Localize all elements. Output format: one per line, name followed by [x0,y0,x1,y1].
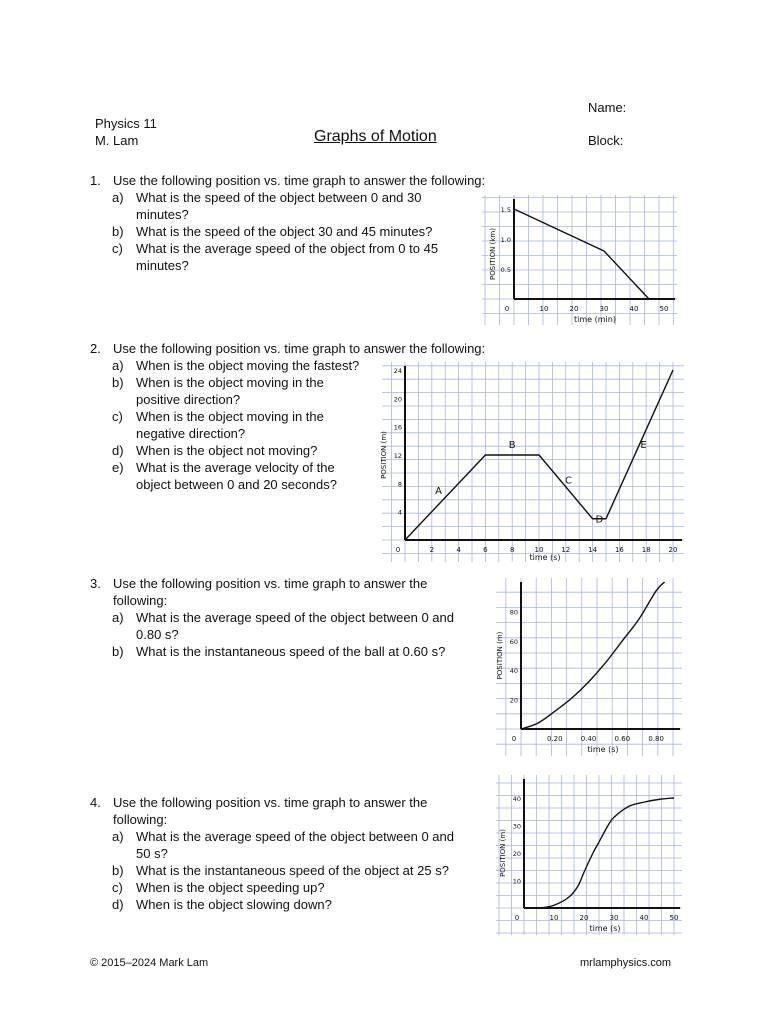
question-part-line: What is the average speed of the object from 0 to 45 [136,241,439,256]
x-tick-label: 0.20 [546,735,563,743]
question-part [112,408,359,442]
question-part [112,189,438,223]
segment-label: C [564,475,572,487]
footer-copyright: © 2015–2024 Mark Lam [90,957,209,969]
y-tick-label: 4 [397,508,402,517]
question-number: 2. [90,341,101,356]
x-tick-label: 14 [588,546,598,554]
question-parts [112,189,438,274]
question-stem-line: Use the following position vs. time graph to answer the [113,576,428,591]
question-part [112,896,454,913]
x-tick-label: 30 [599,305,609,313]
block-label: Block: [588,133,624,148]
series-line [521,582,665,729]
x-tick-label: 18 [641,546,651,554]
question-part-line: When is the object speeding up? [136,880,325,895]
y-axis-label: POSITION (m) [499,829,507,877]
question-part-line: What is the instantaneous speed of the ball at 0.60 s? [136,644,446,659]
y-axis-label: POSITION (m) [496,631,504,680]
y-tick-label: 40 [509,667,518,676]
question-number: 3. [90,576,101,591]
segment-label: A [435,485,442,497]
question-part-label: b) [112,375,124,390]
y-tick-label: 1.5 [500,206,511,214]
y-tick-label: 20 [512,850,521,858]
x-tick-label: 40 [629,305,639,313]
graph-1-svg [482,195,677,325]
y-axis-label: POSITION (km) [489,228,497,280]
y-tick-label: 12 [393,452,402,460]
x-axis-label: time (s) [589,924,621,933]
question-part-label: d) [112,443,124,458]
segment-label: B [508,439,516,451]
x-tick-label: 50 [659,305,669,313]
name-label: Name: [588,100,627,115]
question-part-line: When is the object slowing down? [136,897,332,912]
question-part [112,442,359,459]
question-part-label: a) [112,358,124,373]
question-part-label: d) [112,897,124,912]
segment-label: E [640,439,647,451]
question-part-line: minutes? [136,258,189,273]
question-stem-line: following: [113,593,168,608]
x-tick-label: 0 [514,914,520,922]
question-number: 1. [90,173,101,188]
question-part-line: When is the object moving in the [136,375,324,390]
x-tick-label: 0 [504,305,510,313]
question-stem-line: Use the following position vs. time graph to answer the following: [113,173,486,188]
y-tick-label: 10 [512,877,521,886]
question-part-line: positive direction? [136,392,241,407]
question-part-line: What is the instantaneous speed of the object at 25 s? [136,863,449,878]
question-part-label: b) [112,644,124,659]
y-tick-label: 8 [397,480,402,489]
course-name: Physics 11 [95,116,157,131]
question-part [112,609,454,643]
question-part-line: What is the average speed of the object between 0 and [136,610,454,625]
y-tick-label: 40 [512,795,521,803]
question-parts [112,828,454,913]
question-part [112,223,438,240]
question-parts [112,609,454,660]
x-tick-label: 40 [639,914,649,922]
y-tick-label: 60 [509,637,518,646]
x-tick-label: 20 [569,305,579,313]
question-part-line: What is the average speed of the object between 0 and [136,829,454,844]
question-part-line: When is the object moving the fastest? [136,358,360,373]
question-part-label: e) [112,460,124,475]
question-part-label: b) [112,863,124,878]
x-tick-label: 20 [579,914,589,922]
question-part [112,240,438,274]
question-part-label: a) [112,829,124,844]
y-tick-label: 20 [509,696,518,705]
x-tick-label: 30 [609,914,619,922]
question-part-line: What is the average velocity of the [136,460,335,475]
x-tick-label: 10 [534,546,544,554]
question-part [112,374,359,408]
y-tick-label: 0.5 [500,266,511,274]
question-part-label: c) [112,241,123,256]
question-number: 4. [90,795,101,810]
question-part-label: c) [112,880,123,895]
question-part-label: b) [112,224,124,239]
x-tick-label: 10 [549,914,559,922]
x-tick-label: 8 [509,546,515,554]
question-stem-line: following: [113,812,168,827]
graph-3-svg [496,578,682,756]
question-stem [113,794,427,828]
question-stem [113,172,485,189]
y-axis-label: POSITION (m) [380,431,388,479]
question-part-line: What is the speed of the object between 0 and 30 [136,190,422,205]
y-tick-label: 16 [393,423,402,432]
x-tick-label: 10 [539,305,549,313]
graph-1 [482,195,677,325]
x-tick-label: 0.40 [580,735,597,743]
x-tick-label: 20 [668,546,678,554]
question-part-line: When is the object not moving? [136,443,318,458]
x-tick-label: 0 [511,735,517,743]
x-tick-label: 0 [395,546,401,554]
y-tick-label: 20 [393,395,402,404]
graph-4 [496,775,682,935]
y-tick-label: 24 [393,367,402,375]
graph-2-svg [382,362,684,562]
question-part-line: What is the speed of the object 30 and 45 minutes? [136,224,433,239]
x-tick-label: 0.80 [648,735,664,743]
x-tick-label: 12 [561,546,571,554]
y-tick-label: 1.0 [500,236,511,244]
question-part-label: a) [112,190,124,205]
question-part [112,357,359,374]
graph-3 [496,578,682,756]
question-part-line: minutes? [136,207,189,222]
page-title: Graphs of Motion [314,128,437,145]
x-tick-label: 50 [669,914,679,922]
x-tick-label: 16 [614,546,624,554]
question-part [112,643,454,660]
question-stem [113,575,427,609]
y-tick-label: 30 [512,822,521,831]
graph-2 [382,362,684,562]
question-stem-line: Use the following position vs. time graph to answer the [113,795,428,810]
x-axis-label: time (min) [574,315,616,324]
graph-4-svg [496,775,682,935]
question-part-line: object between 0 and 20 seconds? [136,477,337,492]
question-part-line: negative direction? [136,426,246,441]
x-tick-label: 4 [456,546,461,554]
question-part-label: a) [112,610,124,625]
footer-website: mrlamphysics.com [580,957,672,969]
x-axis-label: time (s) [529,553,561,562]
question-part-line: When is the object moving in the [136,409,324,424]
question-part-line: 0.80 s? [136,627,179,642]
question-part-line: 50 s? [136,846,168,861]
question-part [112,459,359,493]
question-part-label: c) [112,409,123,424]
teacher-name: M. Lam [95,133,139,148]
question-stem [113,340,485,357]
x-tick-label: 2 [429,546,435,554]
y-tick-label: 80 [509,608,518,617]
question-part [112,862,454,879]
question-parts [112,357,359,493]
segment-label: D [595,514,604,526]
question-part [112,828,454,862]
series-line [514,209,649,299]
question-stem-line: Use the following position vs. time graph to answer the following: [113,341,486,356]
x-axis-label: time (s) [587,745,619,754]
x-tick-label: 0.60 [614,735,631,743]
x-tick-label: 6 [483,546,488,554]
question-part [112,879,454,896]
